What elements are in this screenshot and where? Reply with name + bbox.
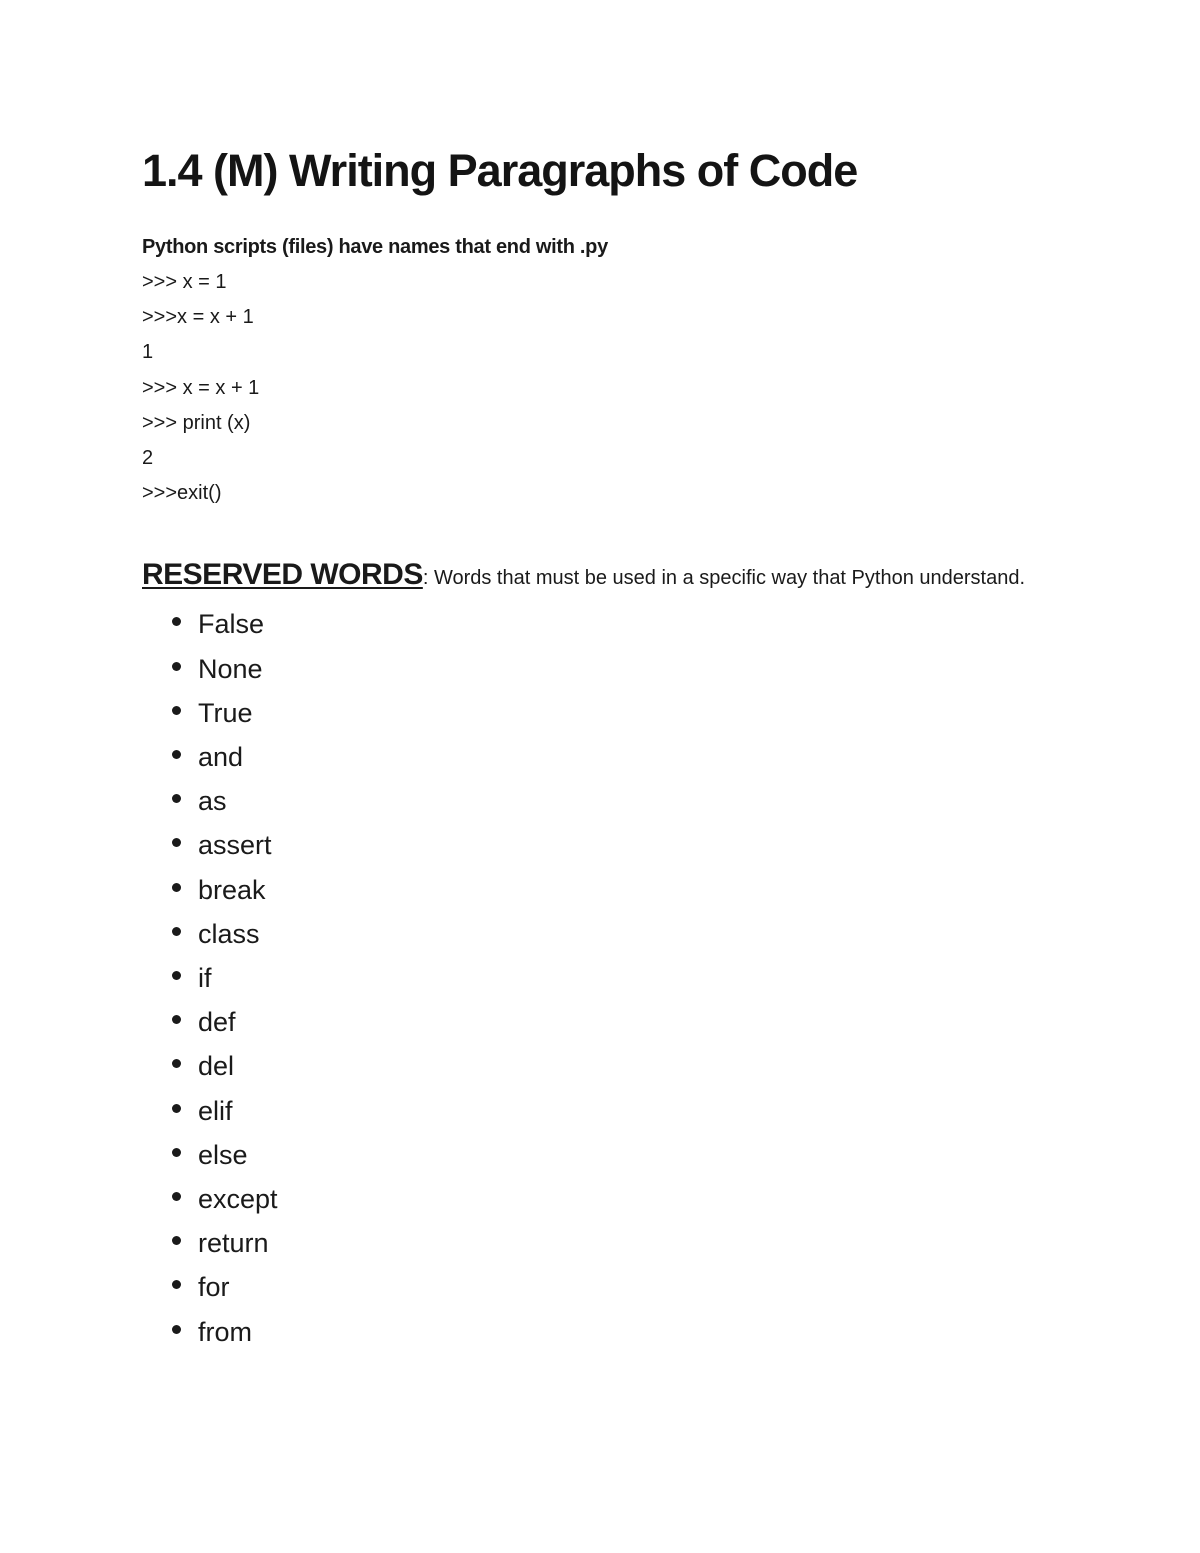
keyword-label: del <box>198 1051 235 1082</box>
keyword-list <box>142 602 1082 1353</box>
keyword-item <box>170 691 1082 735</box>
keyword-item <box>170 1177 1082 1221</box>
keyword-item <box>170 1089 1082 1133</box>
bullet-icon <box>172 971 181 980</box>
code-line: >>> x = x + 1 <box>142 376 260 399</box>
keyword-label: else <box>198 1139 248 1170</box>
reserved-words-heading: RESERVED WORDS <box>142 558 423 592</box>
keyword-item <box>170 956 1082 1000</box>
keyword-label: from <box>198 1316 252 1347</box>
keyword-item <box>170 779 1082 823</box>
keyword-item <box>170 1221 1082 1265</box>
keyword-label: break <box>198 874 266 905</box>
keyword-label: assert <box>198 830 272 861</box>
subtitle: Python scripts (files) have names that end with .py <box>142 236 608 258</box>
keyword-item <box>170 1133 1082 1177</box>
bullet-icon <box>172 662 181 671</box>
bullet-icon <box>172 794 181 803</box>
keyword-item <box>170 868 1082 912</box>
code-line: >>> print (x) <box>142 411 251 434</box>
keyword-label: and <box>198 742 244 773</box>
keyword-label: def <box>198 1007 236 1038</box>
code-line: 2 <box>142 447 154 470</box>
keyword-label: True <box>198 697 253 728</box>
bullet-icon <box>172 1236 181 1245</box>
code-line: >>>exit() <box>142 482 222 505</box>
keyword-item <box>170 1000 1082 1044</box>
reserved-words-paragraph <box>142 555 1082 598</box>
bullet-icon <box>172 750 181 759</box>
bullet-icon <box>172 838 181 847</box>
keyword-item <box>170 602 1082 646</box>
bullet-icon <box>172 706 181 715</box>
keyword-item <box>170 1310 1082 1354</box>
bullet-icon <box>172 1148 181 1157</box>
keyword-label: class <box>198 918 260 949</box>
keyword-item <box>170 735 1082 779</box>
keyword-label: None <box>198 653 263 684</box>
keyword-item <box>170 647 1082 691</box>
keyword-label: elif <box>198 1095 233 1126</box>
code-block <box>142 265 1082 511</box>
bullet-icon <box>172 617 181 626</box>
code-line: 1 <box>142 341 154 364</box>
bullet-icon <box>172 1192 181 1201</box>
bullet-icon <box>172 1280 181 1289</box>
bullet-icon <box>172 1015 181 1024</box>
bullet-icon <box>172 1104 181 1113</box>
page-title: 1.4 (M) Writing Paragraphs of Code <box>142 145 858 196</box>
bullet-icon <box>172 1059 181 1068</box>
bullet-icon <box>172 1325 181 1334</box>
keyword-label: as <box>198 786 227 817</box>
keyword-item <box>170 1265 1082 1309</box>
keyword-label: return <box>198 1228 269 1259</box>
bullet-icon <box>172 883 181 892</box>
keyword-label: False <box>198 609 265 640</box>
keyword-item <box>170 823 1082 867</box>
keyword-label: for <box>198 1272 230 1303</box>
keyword-label: except <box>198 1184 278 1215</box>
code-line: >>> x = 1 <box>142 271 227 293</box>
keyword-label: if <box>198 963 212 994</box>
keyword-item <box>170 912 1082 956</box>
document-page <box>142 140 1082 1354</box>
bullet-icon <box>172 927 181 936</box>
reserved-words-description: : Words that must be used in a specific way that Python understand. <box>422 567 1026 590</box>
code-line: >>>x = x + 1 <box>142 306 254 329</box>
keyword-item <box>170 1044 1082 1088</box>
